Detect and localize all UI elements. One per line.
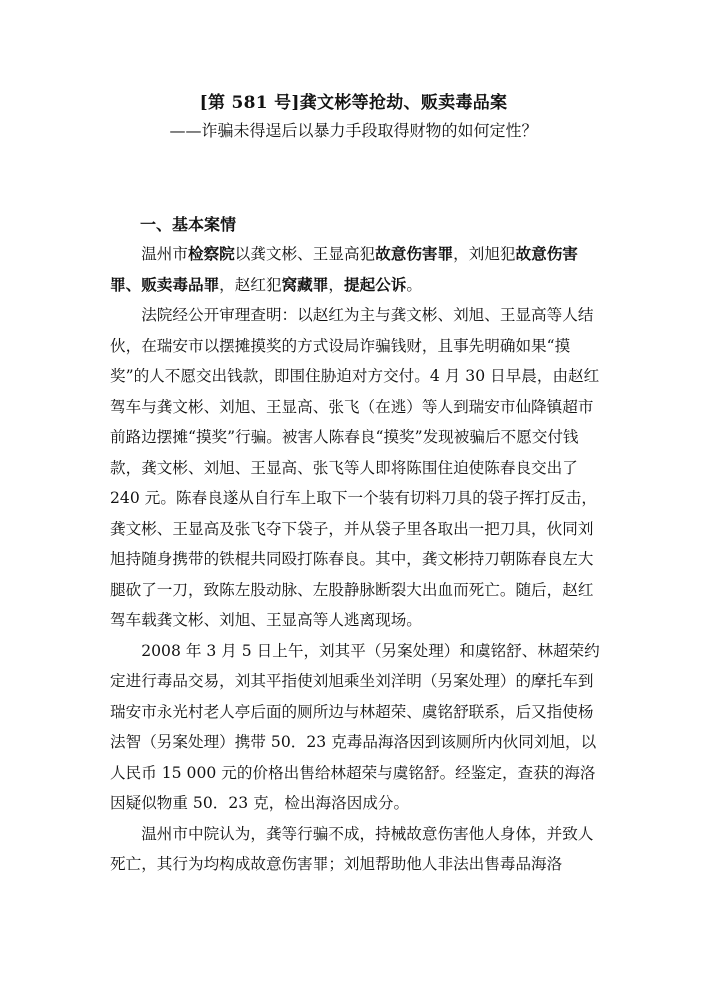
case-title: [第 581 号]龚文彬等抢劫、贩卖毒品案 (199, 93, 508, 113)
paragraph-court-opinion: 温州市中院认为，龚等行骗不成，持械故意伤害他人身体，并致人死亡，其行为均构成故意伤害罪；刘旭帮助他人非法出售毒品海洛 (110, 824, 594, 873)
case-body (110, 239, 602, 880)
paragraph-facts-robbery: 法院经公开审理查明：以赵红为主与龚文彬、刘旭、王显高等人结伙，在瑞安市以摆摊摸奖的方式设局诈骗钱财，且事先明确如果“摸奖”的人不愿交出钱款，即围住胁迫对方交付。4 月 30 日早晨，由赵红驾车与龚文彬、刘旭、王显高、张飞（在逃）等人到瑞安市仙降镇超市前路边摆摊“摸奖”行骗。被害人陈春良“摸奖”发现被骗后不愿交付钱款，龚文彬、刘旭、王显高、张飞等人即将陈围住迫使陈春良交出了 240 元。陈春良遂从自行车上取下一个装有切料刀具的袋子挥打反击，龚文彬、王显高及张飞夺下袋子，并从袋子里各取出一把刀具，伙同刘旭持随身携带的铁棍共同殴打陈春良。其中，龚文彬持刀朝陈春良左大腿砍了一刀，致陈左股动脉、左股静脉断裂大出血而死亡。随后，赵红驾车载龚文彬、刘旭、王显高等人逃离现场。 (110, 306, 600, 629)
text-span: 温州市 (141, 245, 188, 263)
paragraph-facts-drugs: 2008 年 3 月 5 日上午，刘其平（另案处理）和虞铭舒、林超荣约定进行毒品交易，刘其平指使刘旭乘坐刘洋明（另案处理）的摩托车到瑞安市永光村老人亭后面的厕所边与林超荣、虞铭舒联系，后又指使杨法智（另案处理）携带 50．23 克毒品海洛因到该厕所内伙同刘旭，以人民币 15 000 元的价格出售给林超荣与虞铭舒。经鉴定，查获的海洛因疑似物重 50．23 克，检出海洛因成分。 (110, 641, 600, 812)
section-heading: 一、基本案情 (140, 215, 237, 234)
bold-term: 故意伤害罪 (375, 244, 454, 263)
bold-term: 故意伤害罪、贩卖毒品罪 (110, 244, 578, 294)
bold-term: 窝藏罪 (281, 274, 329, 294)
text-span: ， (328, 275, 344, 294)
text-span: 以龚文彬、王显高犯 (234, 245, 376, 263)
text-span: ，赵红犯 (219, 275, 282, 294)
case-subtitle: ——诈骗未得逞后以暴力手段取得财物的如何定性？ (169, 121, 538, 140)
text-span: 。 (406, 275, 422, 294)
paragraph-prosecution (110, 239, 602, 300)
text-span: ，刘旭犯 (453, 245, 516, 263)
bold-term: 检察院 (187, 244, 235, 263)
bold-term: 提起公诉 (343, 274, 407, 294)
